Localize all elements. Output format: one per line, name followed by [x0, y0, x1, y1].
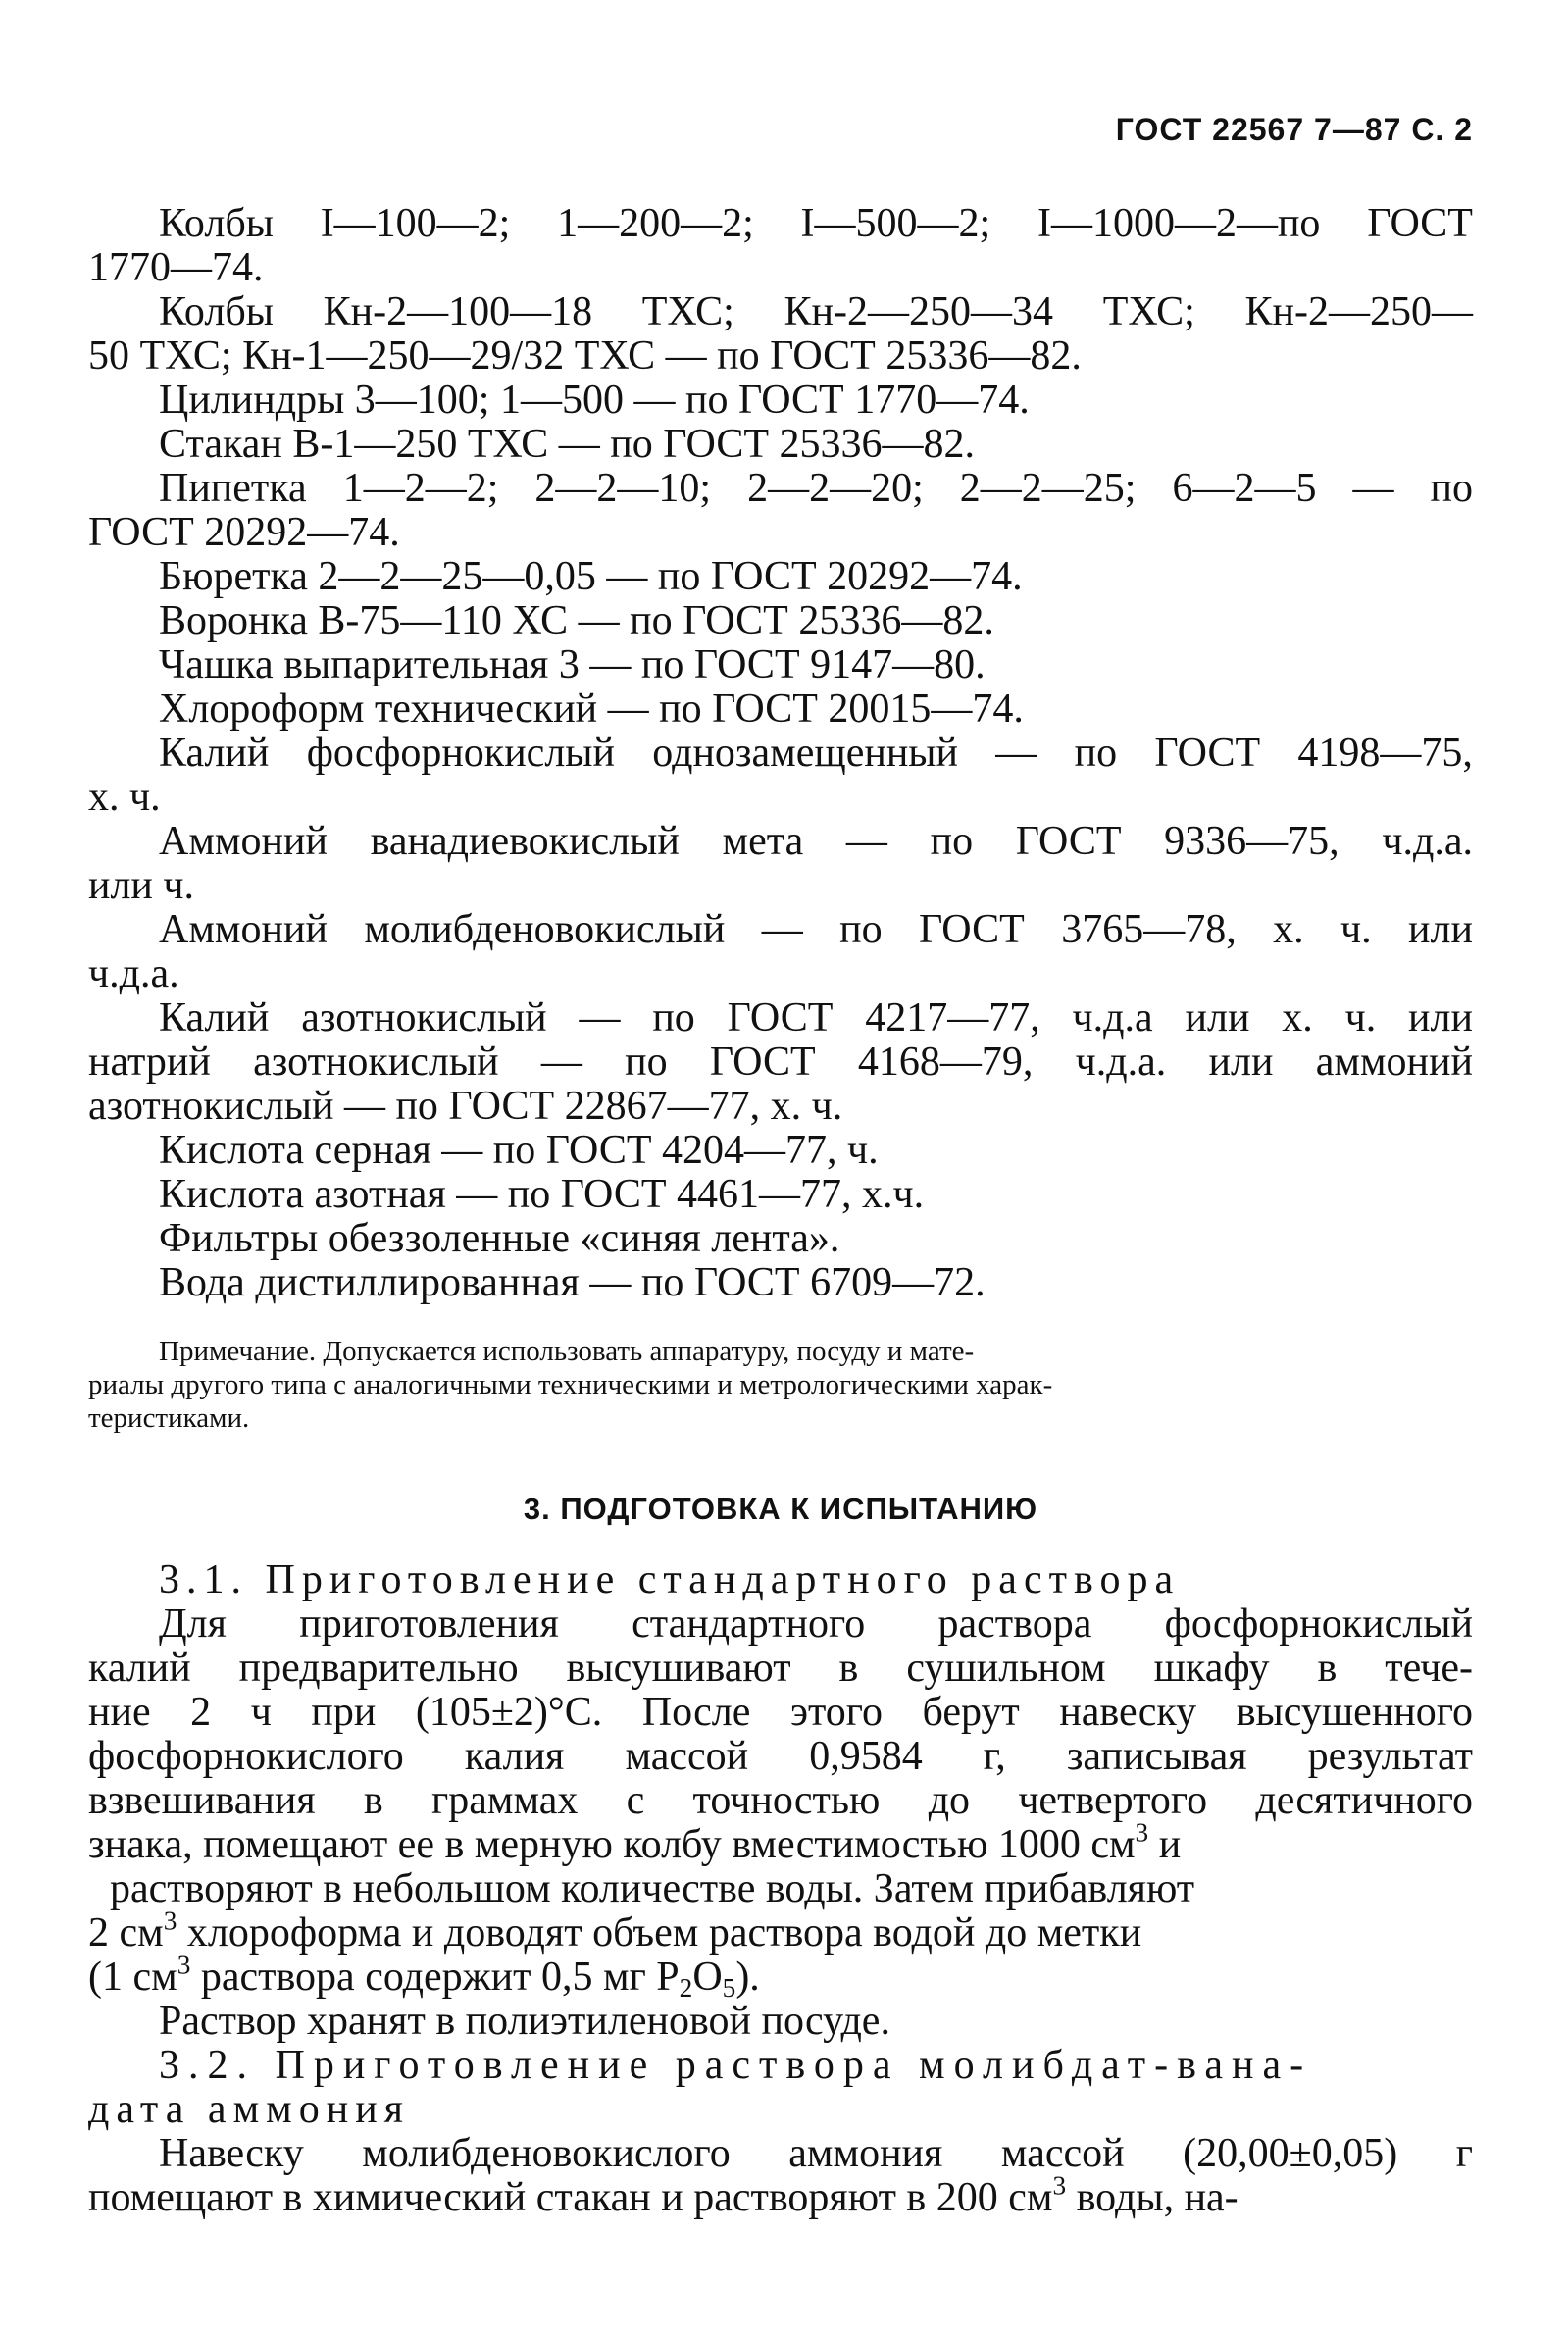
text-run: и [1148, 1822, 1182, 1867]
list-item-line: Фильтры обеззоленные «синяя лента». [159, 1216, 840, 1261]
word: взвешивания [88, 1778, 316, 1823]
word: 2—2—25; [959, 466, 1137, 511]
paragraph-line [88, 1905, 1473, 1955]
list-item-line: Чашка выпарительная 3 — по ГОСТ 9147—80. [159, 642, 986, 687]
list-item-line: Воронка В-75—110 ХС — по ГОСТ 25336—82. [159, 598, 994, 643]
word: высушенного [1236, 1690, 1473, 1735]
word: Пипетка [159, 466, 307, 511]
word: ГОСТ [1015, 819, 1122, 864]
word: Аммоний [159, 819, 328, 864]
word: I—1000—2—по [1037, 201, 1321, 246]
word: или [1408, 907, 1473, 952]
word: — [761, 907, 803, 952]
list-item-line: Кислота серная — по ГОСТ 4204—77, ч. [159, 1128, 879, 1173]
word: г, [983, 1734, 1006, 1779]
word: Аммоний [159, 907, 328, 952]
word: (20,00±0,05) [1183, 2131, 1398, 2176]
word: ГОСТ [709, 1040, 816, 1085]
list-item-line: Стакан В-1—250 ТХС — по ГОСТ 25336—82. [159, 422, 975, 467]
running-head: ГОСТ 22567 7—87 С. 2 [1115, 112, 1473, 147]
word: при [311, 1690, 377, 1735]
paragraph-line [88, 2170, 1473, 2220]
word: высушивают [566, 1646, 791, 1691]
list-item-line [88, 996, 1473, 1041]
word: десятичного [1255, 1778, 1473, 1823]
word: ч [250, 1690, 272, 1735]
list-item-line: азотнокислый — по ГОСТ 22867—77, х. ч. [88, 1084, 843, 1129]
note-line: теристиками. [88, 1402, 250, 1434]
word: азотнокислый [253, 1040, 499, 1085]
list-item-line: или ч. [88, 863, 195, 908]
word: берут [922, 1690, 1020, 1735]
list-item-line [88, 732, 1473, 776]
word: этого [789, 1690, 883, 1735]
word: тече- [1385, 1646, 1473, 1691]
word: — [540, 1040, 582, 1085]
word: точностью [692, 1778, 881, 1823]
word: Колбы [159, 289, 274, 334]
list-item-line: х. ч. [88, 775, 161, 820]
word: I—500—2; [800, 201, 991, 246]
word: ч.д.а. [1075, 1040, 1167, 1085]
word: калия [464, 1734, 565, 1779]
paragraph-line [88, 1817, 1473, 1867]
word: по [839, 907, 883, 952]
superscript: 3 [163, 1905, 177, 1936]
word: навеску [1059, 1690, 1197, 1735]
list-item-line [88, 1041, 1473, 1085]
word: натрий [88, 1040, 211, 1085]
word: Калий [159, 731, 270, 776]
word: ТХС; [641, 289, 734, 334]
word: калий [88, 1646, 191, 1691]
word: Калий [159, 995, 270, 1041]
word: 3765—78, [1061, 907, 1237, 952]
word: 4198—75, [1297, 731, 1473, 776]
word: раствора [937, 1601, 1092, 1647]
word: 9336—75, [1164, 819, 1340, 864]
word: Кн-2—250— [1244, 289, 1473, 334]
word: четвертого [1018, 1778, 1208, 1823]
text-run: воды, на- [1066, 2175, 1239, 2220]
list-item-line [88, 820, 1473, 864]
word: в [363, 1778, 383, 1823]
word: ние [88, 1690, 151, 1735]
word: 1—2—2; [342, 466, 499, 511]
text-run: помещают в химический стакан и растворяют в 200 см [88, 2175, 1053, 2220]
word: После [641, 1690, 751, 1735]
word: или [1185, 995, 1250, 1041]
word: граммах [431, 1778, 579, 1823]
word: предварительно [238, 1646, 519, 1691]
superscript: 3 [1052, 2170, 1067, 2201]
word: фосфорнокислый [306, 731, 615, 776]
word: 6—2—5 [1172, 466, 1317, 511]
paragraph-line [88, 1950, 1473, 2003]
word: до [928, 1778, 971, 1823]
word: по [930, 819, 974, 864]
list-item-line: Цилиндры 3—100; 1—500 — по ГОСТ 1770—74. [159, 378, 1030, 423]
word: 1—200—2; [557, 201, 754, 246]
word: Колбы [159, 201, 274, 246]
word: массой [625, 1734, 749, 1779]
word: — [1352, 466, 1394, 511]
section-title: 3. ПОДГОТОВКА К ИСПЫТАНИЮ [523, 1492, 1038, 1526]
subsection-heading: 3.1. Приготовление стандартного раствора [159, 1557, 1181, 1602]
word: х. [1282, 995, 1313, 1041]
word: шкафу [1153, 1646, 1270, 1691]
word: 2—2—20; [747, 466, 924, 511]
word: х. [1273, 907, 1304, 952]
note-line: Примечание. Допускается использовать аппаратуру, посуду и мате- [159, 1336, 975, 1367]
word: или [1208, 1040, 1274, 1085]
text-run: хлороформа и доводят объем раствора водой до метки [177, 1910, 1142, 1955]
word: молибденовокислый [364, 907, 726, 952]
paragraph-line: Раствор хранят в полиэтиленовой посуде. [159, 1999, 890, 2044]
word: записывая [1066, 1734, 1247, 1779]
word: (105±2)°С. [415, 1690, 603, 1735]
text-run: ). [735, 1955, 760, 2000]
superscript: 3 [177, 1950, 191, 1980]
list-item-line: 1770—74. [88, 245, 264, 290]
text-run: 2 см [88, 1910, 164, 1955]
word: мета [722, 819, 804, 864]
word: — [845, 819, 887, 864]
list-item-line: 50 ТХС; Кн-1—250—29/32 ТХС — по ГОСТ 25336—82. [88, 333, 1082, 379]
word: г [1455, 2131, 1473, 2176]
word: 4168—79, [857, 1040, 1034, 1085]
paragraph-line: растворяют в небольшом количестве воды. Затем прибавляют [110, 1866, 1195, 1911]
text-run: (1 см [88, 1955, 177, 2000]
list-item-line [88, 908, 1473, 952]
subscript: 5 [722, 1972, 736, 2003]
word: Навеску [159, 2131, 304, 2176]
paragraph-line [88, 1691, 1473, 1735]
word: ч.д.а [1072, 995, 1153, 1041]
word: Для [159, 1601, 227, 1647]
word: азотнокислый [301, 995, 547, 1041]
list-item-line: ч.д.а. [88, 951, 179, 996]
word: по [1074, 731, 1118, 776]
list-item-line: Вода дистиллированная — по ГОСТ 6709—72. [159, 1260, 986, 1305]
word: Кн-2—250—34 [784, 289, 1054, 334]
word: ГОСТ [727, 995, 834, 1041]
word: фосфорнокислого [88, 1734, 404, 1779]
word: с [626, 1778, 645, 1823]
word: молибденовокислого [362, 2131, 731, 2176]
word: ванадиевокислый [370, 819, 680, 864]
word: ч. [1340, 907, 1372, 952]
word: ГОСТ [1367, 201, 1473, 246]
word: аммоний [1315, 1040, 1473, 1085]
word: 4217—77, [865, 995, 1040, 1041]
list-item-line [88, 467, 1473, 511]
subsection-heading: 3.2. Приготовление раствора молибдат-вана- [159, 2043, 1313, 2088]
equipment-list [88, 202, 1473, 1305]
word: результат [1307, 1734, 1473, 1779]
word: в [1317, 1646, 1338, 1691]
text-run: раствора содержит 0,5 мг P [190, 1955, 680, 2000]
word: по [625, 1040, 668, 1085]
word: ГОСТ [919, 907, 1025, 952]
word: фосфорнокислый [1164, 1601, 1473, 1647]
word: ГОСТ [1154, 731, 1261, 776]
word: сушильном [906, 1646, 1106, 1691]
word: ТХС; [1102, 289, 1195, 334]
word: по [652, 995, 695, 1041]
note-line: риалы другого типа с аналогичными техническими и метрологическими харак- [88, 1369, 1053, 1400]
subsection-heading: дата аммония [88, 2087, 411, 2132]
paragraph-line [88, 2132, 1473, 2176]
list-item-line: Кислота азотная — по ГОСТ 4461—77, х.ч. [159, 1172, 925, 1217]
word: ч.д.а. [1382, 819, 1473, 864]
word: однозамещенный [652, 731, 958, 776]
word: 2 [190, 1690, 212, 1735]
subscript: 2 [679, 1972, 693, 2003]
word: — [995, 731, 1037, 776]
paragraph-line [88, 1735, 1473, 1779]
word: или [1408, 995, 1473, 1041]
paragraph-line [88, 1647, 1473, 1691]
word: приготовления [299, 1601, 559, 1647]
word: стандартного [632, 1601, 866, 1647]
list-item-line: Бюретка 2—2—25—0,05 — по ГОСТ 20292—74. [159, 554, 1023, 599]
word: I—100—2; [320, 201, 511, 246]
list-item-line [88, 290, 1473, 334]
paragraph-line [88, 1779, 1473, 1823]
word: 0,9584 [809, 1734, 923, 1779]
list-item-line [88, 202, 1473, 246]
word: в [838, 1646, 859, 1691]
word: — [579, 995, 621, 1041]
paragraph-line [88, 1602, 1473, 1647]
word: Кн-2—100—18 [323, 289, 593, 334]
word: по [1430, 466, 1473, 511]
superscript: 3 [1135, 1817, 1149, 1848]
word: массой [1000, 2131, 1125, 2176]
list-item-line: Хлороформ технический — по ГОСТ 20015—74. [159, 686, 1024, 732]
document-body [88, 202, 1473, 2220]
word: ч. [1344, 995, 1377, 1041]
word: 2—2—10; [534, 466, 712, 511]
text-run: O [692, 1955, 723, 2000]
text-run: знака, помещают ее в мерную колбу вместимостью 1000 см [88, 1822, 1136, 1867]
list-item-line: ГОСТ 20292—74. [88, 510, 400, 555]
note-block [88, 1335, 1473, 1435]
word: аммония [788, 2131, 943, 2176]
